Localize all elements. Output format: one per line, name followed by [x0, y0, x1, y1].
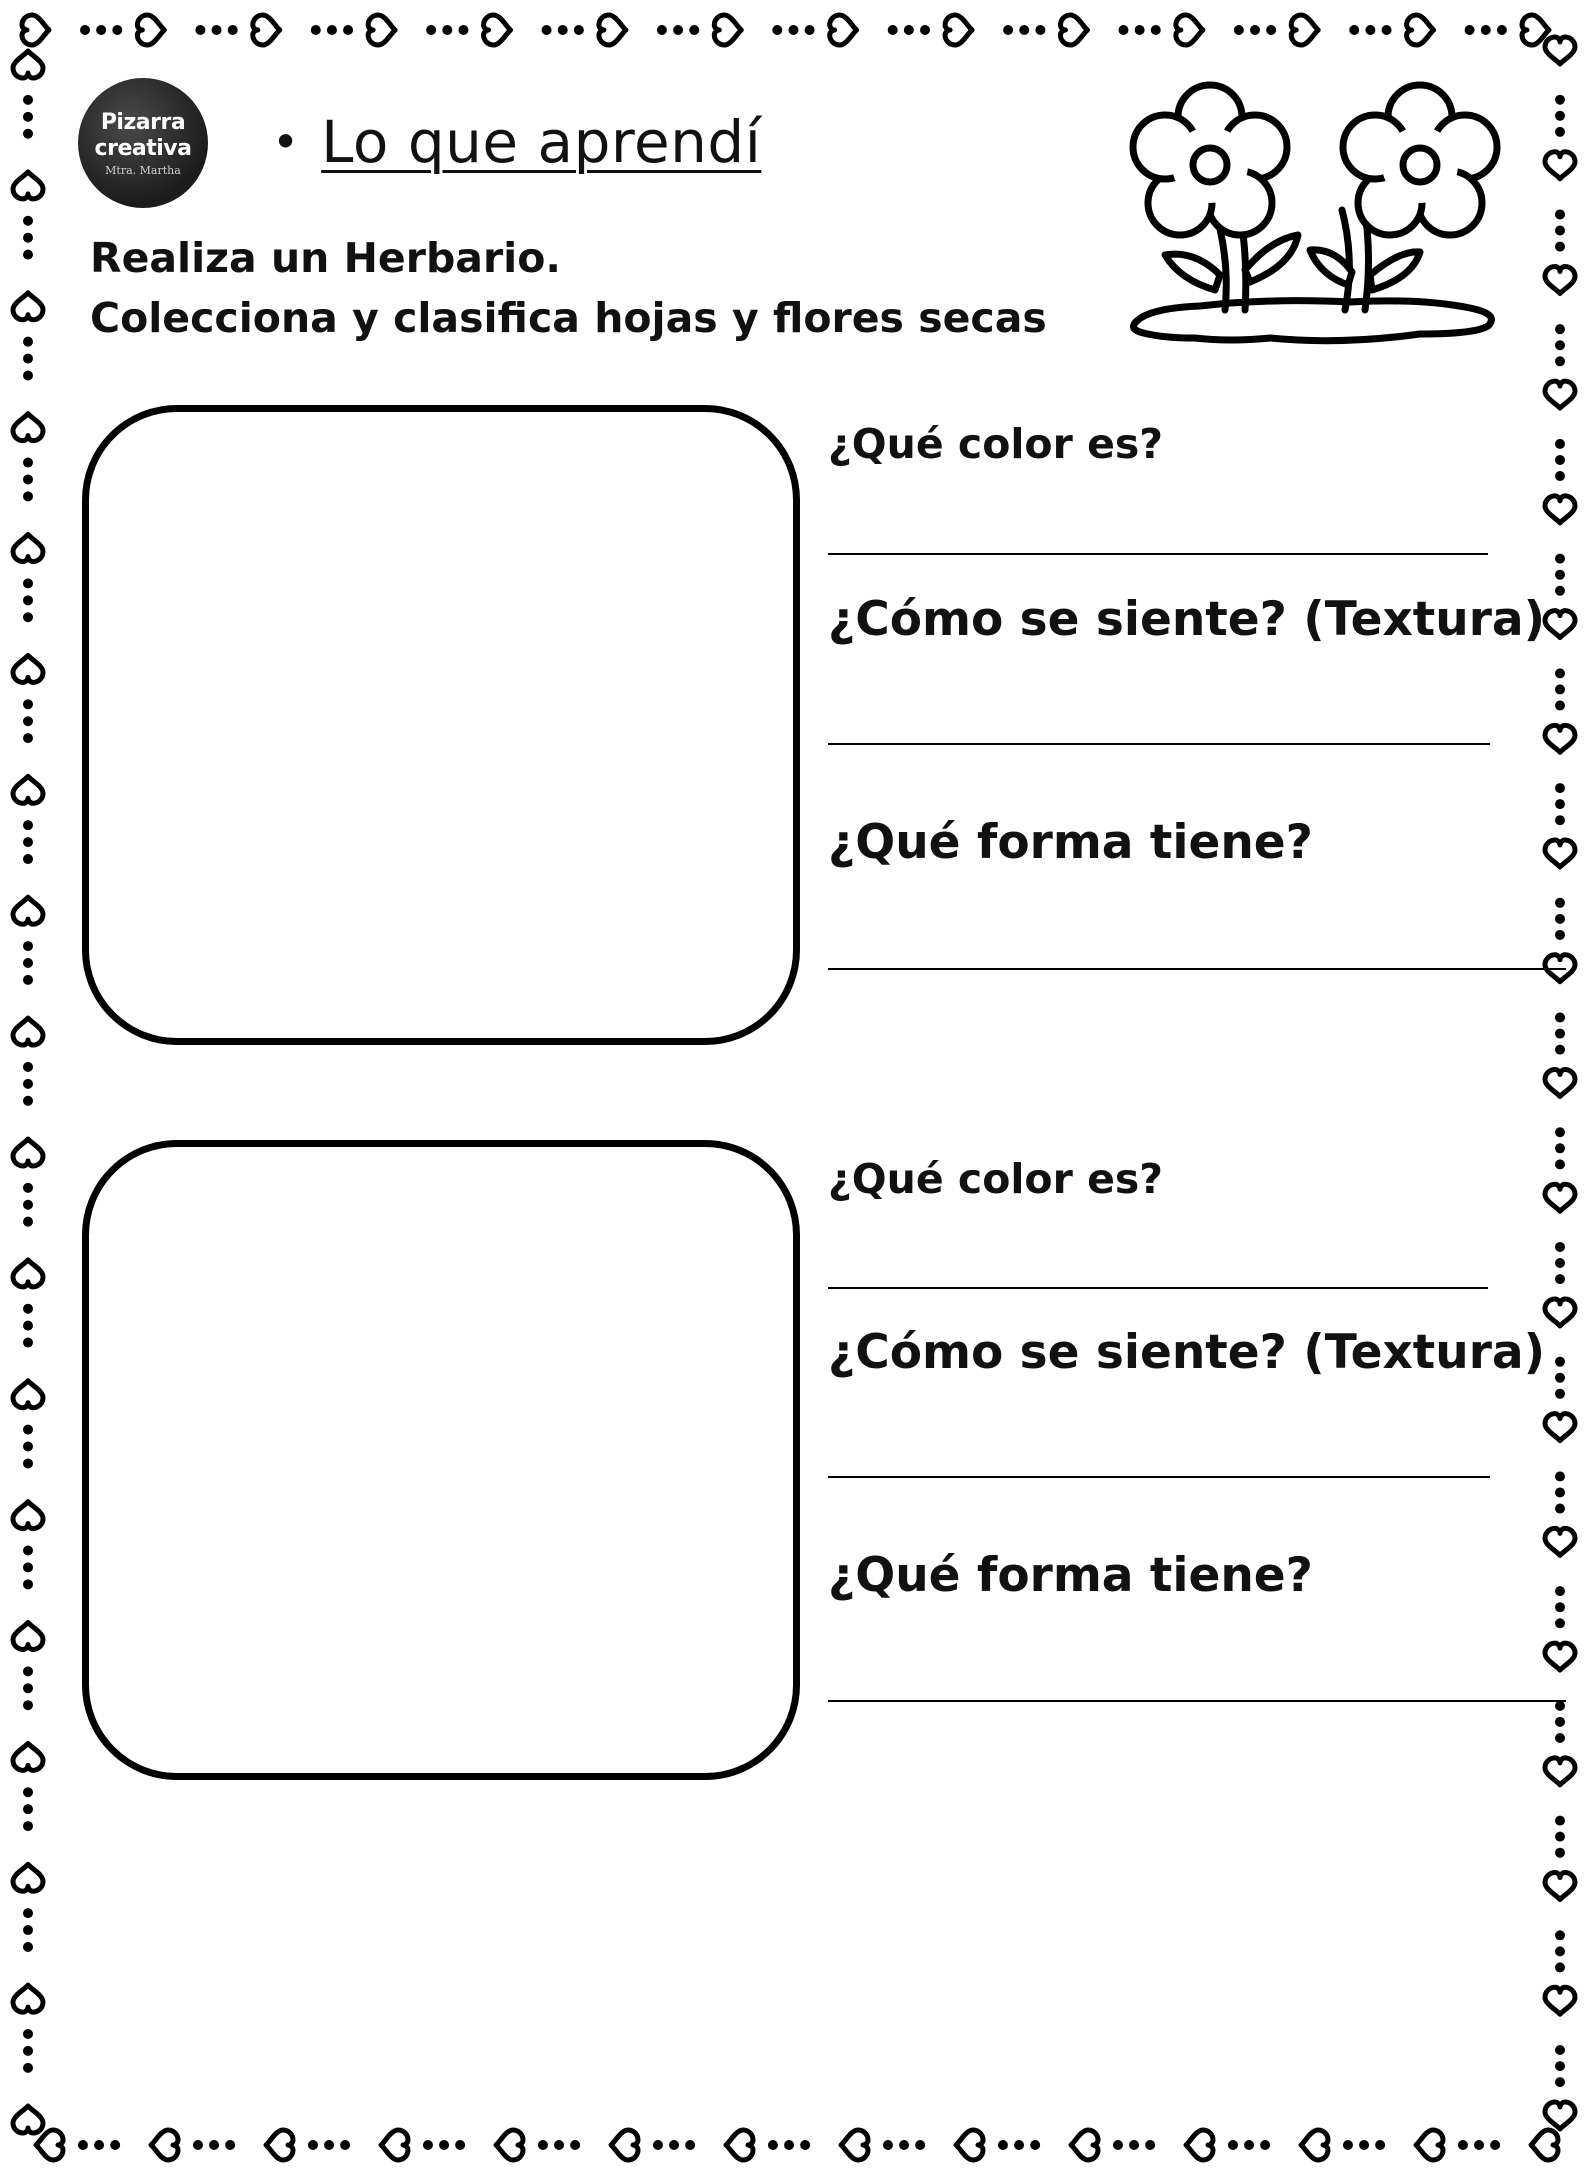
- instruction-line-2: Colecciona y clasifica hojas y flores secas: [90, 294, 1047, 342]
- question-color-1: ¿Qué color es?: [828, 420, 1164, 468]
- answer-line-shape-1[interactable]: [828, 968, 1566, 970]
- answer-line-texture-1[interactable]: [828, 743, 1490, 745]
- title-bullet: •: [272, 115, 300, 169]
- answer-line-shape-2[interactable]: [828, 1700, 1566, 1702]
- instruction-line-1: Realiza un Herbario.: [90, 234, 561, 282]
- two-flowers-icon: [1120, 70, 1520, 360]
- specimen-box-1[interactable]: [82, 405, 800, 1045]
- question-shape-1: ¿Qué forma tiene?: [828, 815, 1313, 870]
- specimen-box-2[interactable]: [82, 1140, 800, 1780]
- answer-line-color-2[interactable]: [828, 1287, 1488, 1289]
- instructions: [90, 228, 1047, 348]
- answer-line-texture-2[interactable]: [828, 1476, 1490, 1478]
- question-texture-2: ¿Cómo se siente? (Textura): [828, 1325, 1546, 1380]
- question-texture-1: ¿Cómo se siente? (Textura): [828, 592, 1546, 647]
- pizarra-creativa-logo: Pizarra creativa Mtra. Martha: [78, 78, 208, 208]
- question-color-2: ¿Qué color es?: [828, 1155, 1164, 1203]
- answer-line-color-1[interactable]: [828, 553, 1488, 555]
- page-title-row: [272, 108, 761, 176]
- question-shape-2: ¿Qué forma tiene?: [828, 1548, 1313, 1603]
- page-title: Lo que aprendí: [321, 108, 762, 176]
